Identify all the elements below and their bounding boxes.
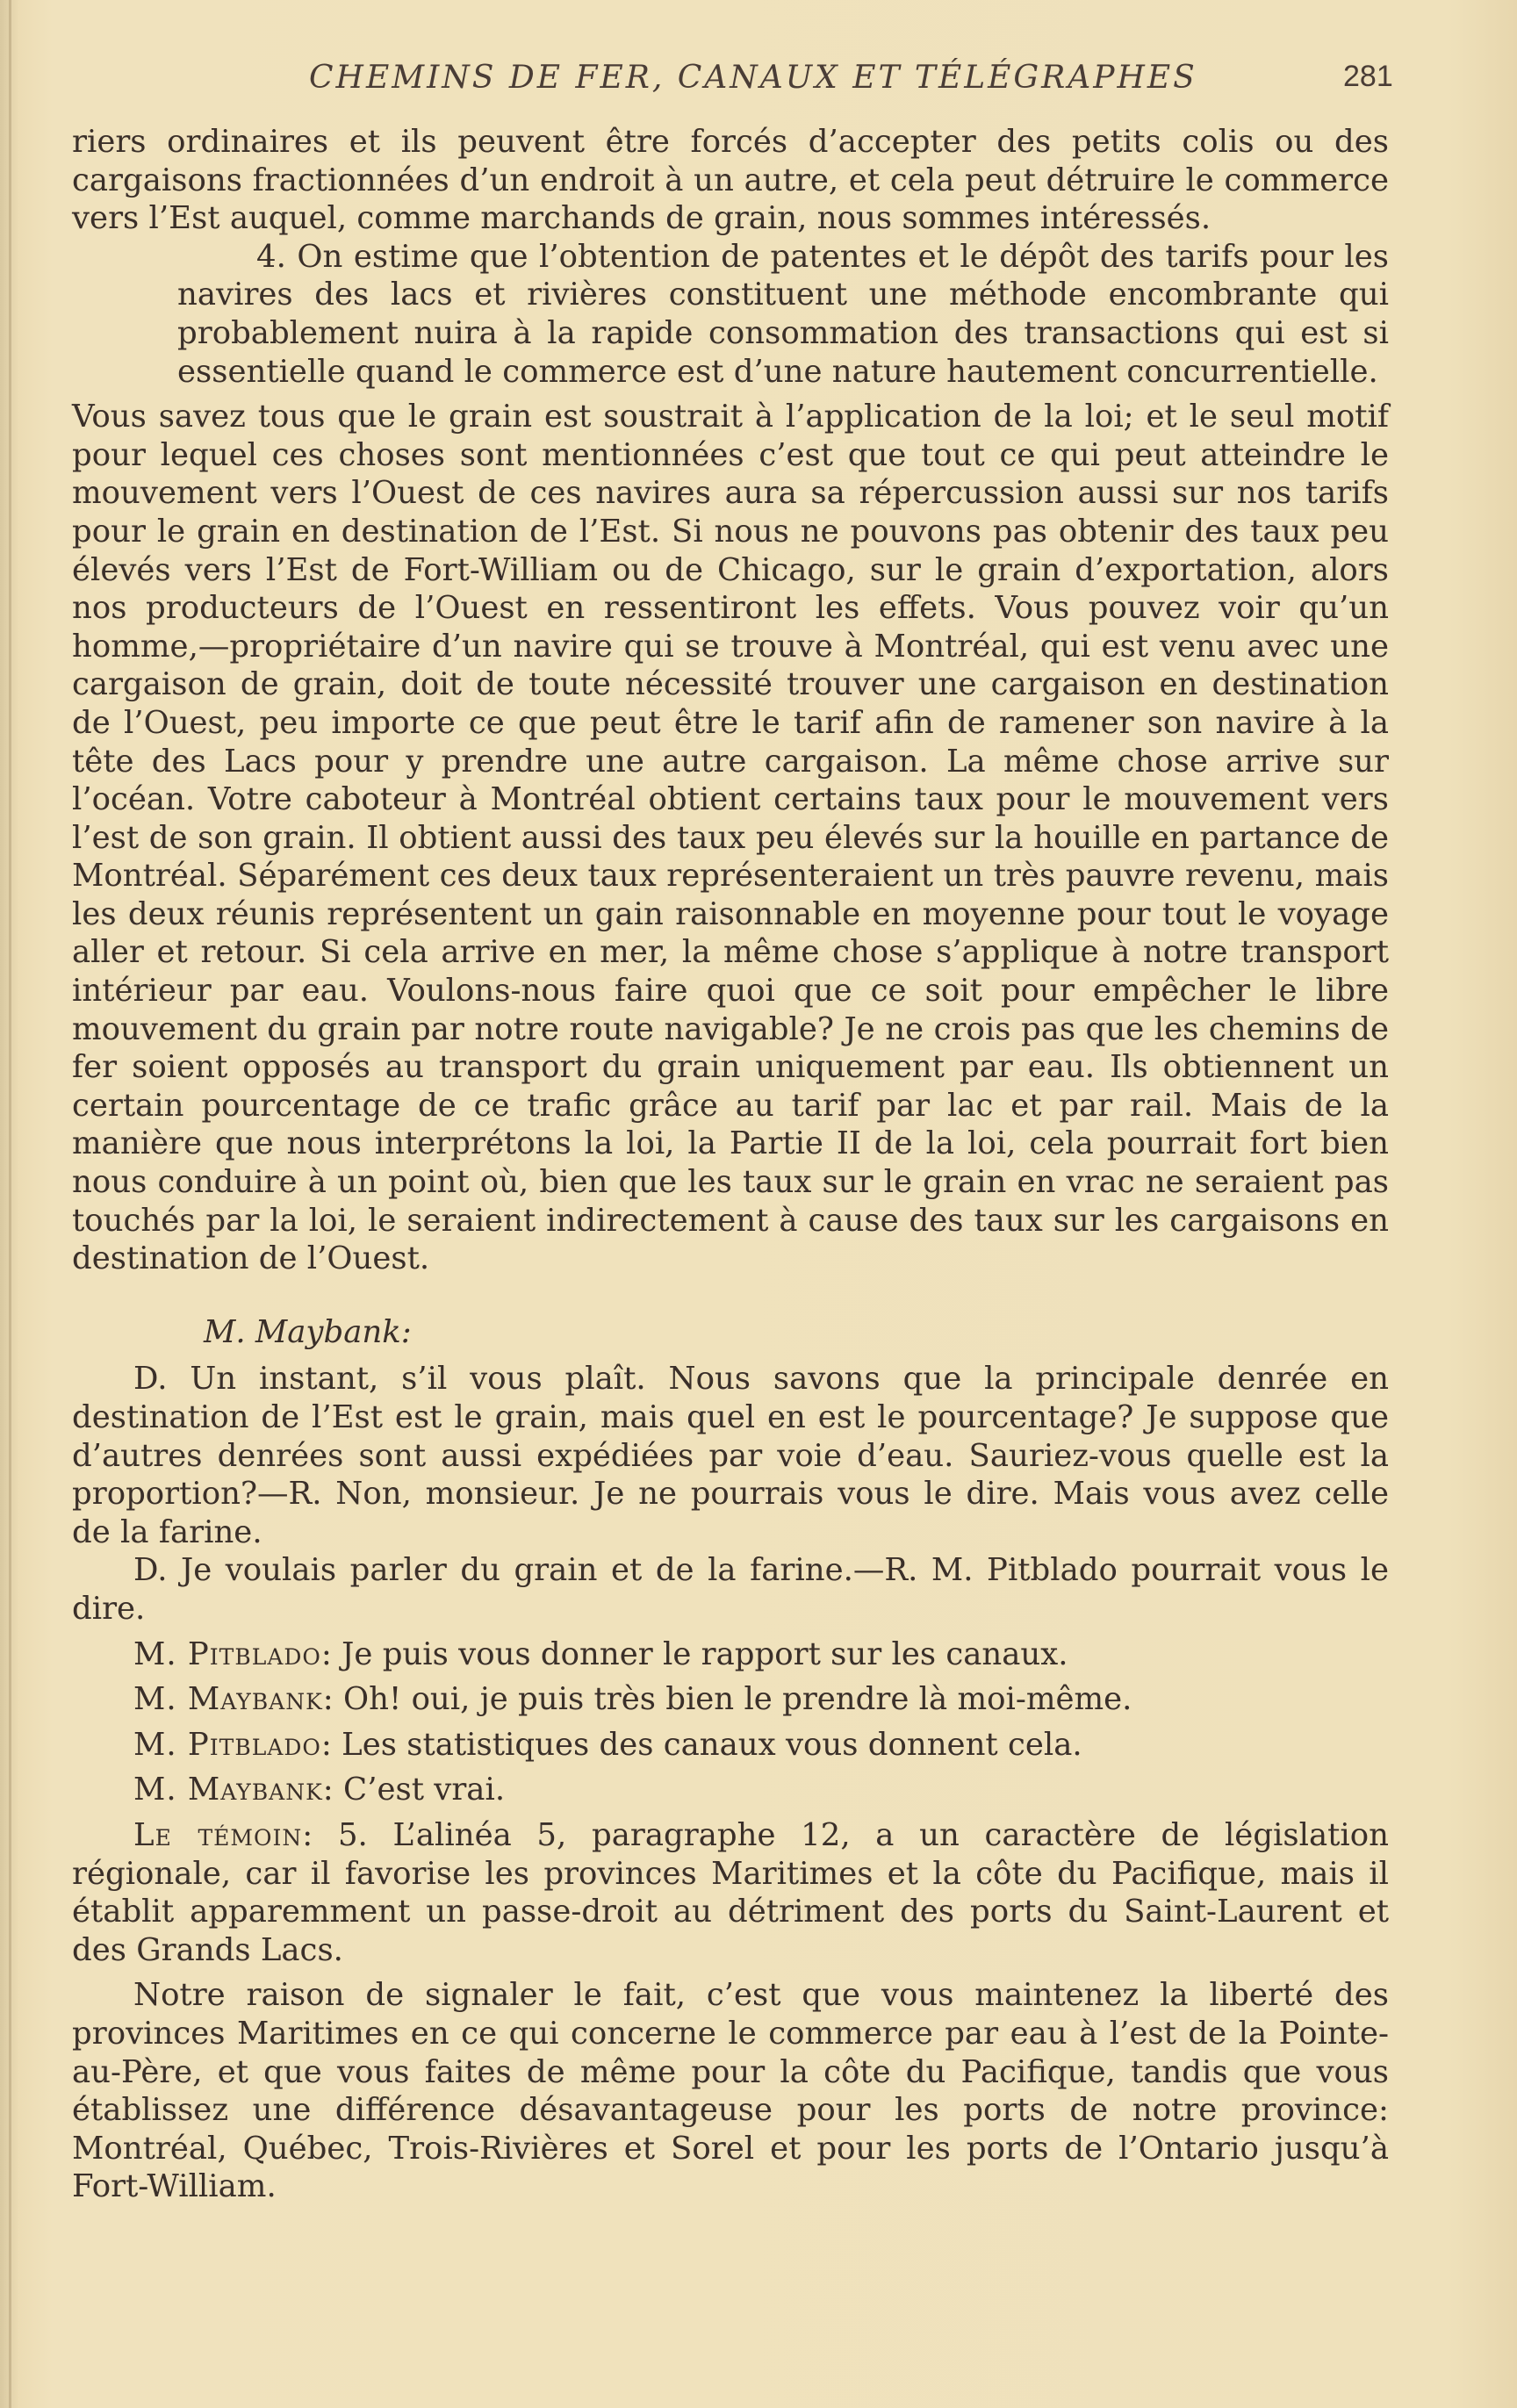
witness-label: Le témoin — [133, 1816, 303, 1853]
spacer — [72, 1809, 1389, 1816]
speaker-name: M. Pitblado — [133, 1635, 321, 1672]
paragraph-final: Notre raison de signaler le fait, c’est que vous maintenez la liberté des provinces Maritimes en ce qui concerne le commerce par eau à l’est de la Pointe-au-Père, et que vous faites de même pour la côte du Pacifique, tandis que vous établissez une différence désavantageuse pour les ports de notre province: Montréal, Québec, Trois-Rivières et Sorel et pour les ports de l’Ontario jusqu’à Fort-William. — [72, 1977, 1389, 2205]
speaker-text: Oh! oui, je puis très bien le prendre là moi-même. — [343, 1681, 1132, 1718]
spacer — [72, 1673, 1389, 1680]
speaker-name: M. Maybank — [133, 1681, 323, 1718]
page-edge — [9, 0, 11, 2408]
question-1: D. Un instant, s’il vous plaît. Nous savons que la principale denrée en destination de l’Est est le grain, mais quel en est le pourcentage? Je suppose que d’autres denrées sont aussi expédiées par voie d’eau. Sauriez-vous quelle est la proportion?—R. Non, monsieur. Je ne pourrais vous le dire. Mais vous avez celle de la farine. — [72, 1361, 1389, 1550]
running-title: CHEMINS DE FER, CANAUX ET TÉLÉGRAPHES — [309, 60, 1197, 96]
running-header — [0, 53, 1517, 105]
witness-text: 5. L’alinéa 5, paragraphe 12, a un caractère de législation régionale, car il favorise les provinces Maritimes et la côte du Pacifique, mais il établit apparemment un passe-droit au détriment des ports du Saint-Laurent et des Grands Lacs. — [72, 1816, 1389, 1968]
exchange-line: M. Pitblado: Je puis vous donner le rapport sur les canaux. — [133, 1635, 1068, 1672]
speaker-text: Je puis vous donner le rapport sur les canaux. — [342, 1635, 1068, 1672]
page-number: 281 — [1343, 60, 1393, 93]
spacer — [72, 1628, 1389, 1635]
speaker-heading: M. Maybank: — [204, 1313, 412, 1350]
speaker-name: M. Pitblado — [133, 1726, 321, 1763]
body-text — [72, 123, 1389, 2206]
speaker-name: M. Maybank — [133, 1772, 323, 1808]
exchange-line: M. Maybank: C’est vrai. — [133, 1772, 506, 1808]
paragraph-grain: Vous savez tous que le grain est soustrait à l’application de la loi; et le seul motif pour lequel ces choses sont mentionnées c’est que tout ce qui peut atteindre le mouvement vers l’Ouest de ces navires aura sa répercussion aussi sur nos tarifs pour le grain en destination de l’Est. Si nous ne pouvons pas obtenir des taux peu élevés vers l’Est de Fort-William ou de Chicago, sur le grain d’exportation, alors nos producteurs de l’Ouest en ressentiront les effets. Vous pouvez voir qu’un homme,—propriétaire d’un navire qui se trouve à Montréal, qui est venu avec une cargaison de grain, doit de toute nécessité trouver une cargaison en destination de l’Ouest, peu importe ce que peut être le tarif afin de ramener son navire à la tête des Lacs pour y prendre une autre cargaison. La même chose arrive sur l’océan. Votre caboteur à Montréal obtient certains taux pour le mouvement vers l’est de son grain. Il obtient aussi des taux peu élevés sur la houille en partance de Montréal. Séparément ces deux taux représenteraient un très pauvre revenu, mais les deux réunis représentent un gain raisonnable en moyenne pour tout le voyage aller et retour. Si cela arrive en mer, la même chose s’applique à notre transport intérieur par eau. Voulons-nous faire quoi que ce soit pour empêcher le libre mouvement du grain par notre route navigable? Je ne crois pas que les chemins de fer soient opposés au transport du grain uniquement par eau. Ils obtiennent un certain pourcentage de ce trafic grâce au tarif par lac et par rail. Mais de la manière que nous interprétons la loi, la Partie II de la loi, cela pourrait fort bien nous conduire à un point où, bien que les taux sur le grain en vrac ne seraient pas touchés par la loi, le seraient indirectement à cause des taux sur les cargaisons en destination de l’Ouest. — [72, 399, 1389, 1277]
speaker-text: Les statistiques des canaux vous donnent cela. — [342, 1726, 1082, 1763]
exchange-line: M. Maybank: Oh! oui, je puis très bien le prendre là moi-même. — [133, 1681, 1132, 1718]
spacer — [72, 1764, 1389, 1771]
exchange-line: M. Pitblado: Les statistiques des canaux vous donnent cela. — [133, 1726, 1082, 1763]
quoted-item-number: 4. — [256, 238, 286, 275]
question-2: D. Je voulais parler du grain et de la farine.—R. M. Pitblado pourrait vous le dire. — [72, 1552, 1389, 1627]
quoted-item-4 — [177, 238, 1389, 391]
spacer — [72, 1719, 1389, 1726]
paragraph-continued: riers ordinaires et ils peuvent être forcés d’accepter des petits colis ou des cargaisons fractionnées d’un endroit à un autre, et cela peut détruire le commerce vers l’Est auquel, comme marchands de grain, nous sommes intéressés. — [72, 124, 1389, 237]
speaker-text: C’est vrai. — [343, 1772, 506, 1808]
spacer — [72, 1969, 1389, 1976]
quoted-item-text: On estime que l’obtention de patentes et le dépôt des tarifs pour les navires des lacs et rivières constituent une méthode encombrante qui probablement nuira à la rapide consommation des transactions qui est si essentielle quand le commerce est d’une nature hautement concurrentielle. — [177, 238, 1389, 390]
witness-statement: Le témoin: 5. L’alinéa 5, paragraphe 12, a un caractère de législation régionale, car il favorise les provinces Maritimes et la côte du Pacifique, mais il établit apparemment un passe-droit au détriment des ports du Saint-Laurent et des Grands Lacs. — [72, 1816, 1389, 1968]
spacer — [72, 391, 1389, 398]
